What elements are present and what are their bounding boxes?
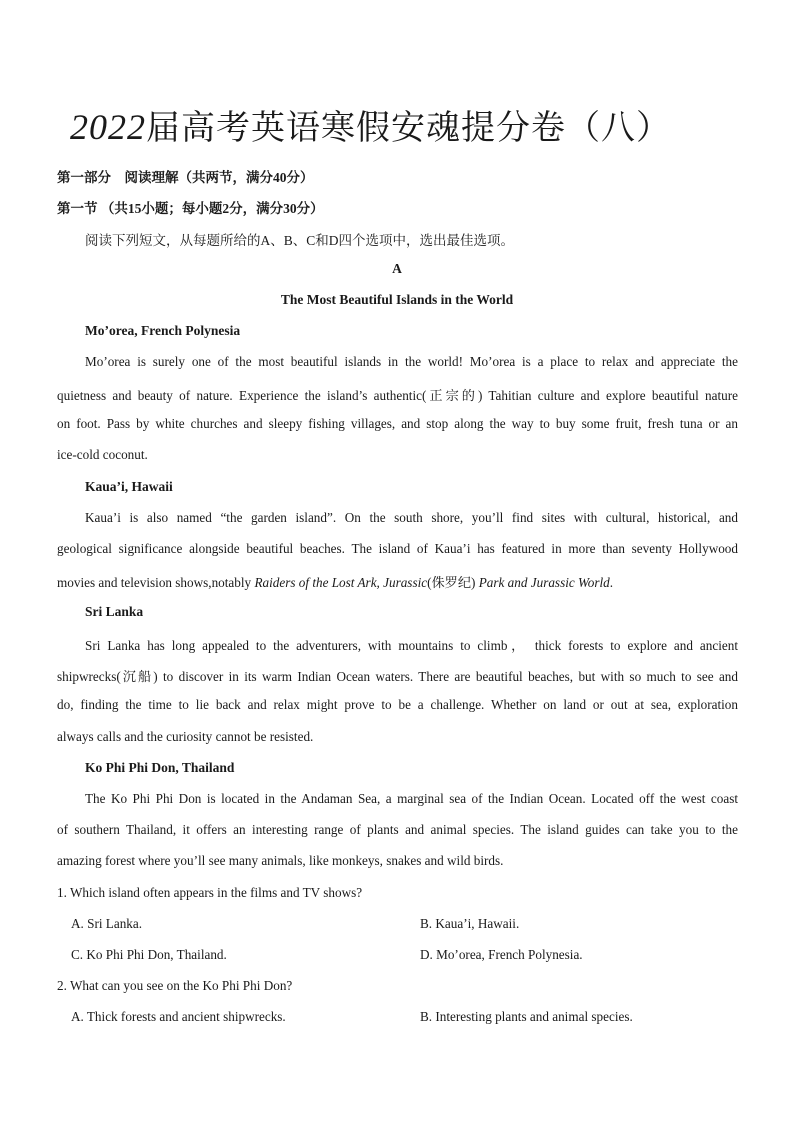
paragraph-line: Mo’orea is surely one of the most beautiful islands in the world! Mo’orea is a place to relax and appreciate the	[85, 354, 738, 369]
instructions: 阅读下列短文，从每题所给的A、B、C和D四个选项中，选出最佳选项。	[85, 233, 515, 248]
question-stem: 2. What can you see on the Ko Phi Phi Don?	[57, 978, 293, 993]
paragraph-line: geological significance alongside beautiful beaches. The island of Kaua’i has featured in more than seventy Hollywood	[57, 541, 738, 556]
paragraph-text: .	[609, 575, 614, 590]
paragraph-line	[57, 572, 738, 591]
question-option: B. Kaua’i, Hawaii.	[420, 916, 520, 931]
part-heading: 第一部分 阅读理解（共两节，满分40分）	[57, 170, 314, 185]
movie-titles-italic: Raiders of the Lost Ark, Jurassic	[254, 575, 428, 590]
section-heading-moorea: Mo’orea, French Polynesia	[85, 323, 241, 338]
exam-title-year: 2022	[70, 107, 146, 147]
question-option: A. Thick forests and ancient shipwrecks.	[71, 1009, 286, 1024]
passage-letter: A	[392, 261, 402, 276]
paragraph-line: on foot. Pass by white churches and sleepy fishing villages, and stop along the way to buy some fruit, fresh tuna or an	[57, 416, 738, 431]
question-option: A. Sri Lanka.	[71, 916, 143, 931]
paragraph-line: amazing forest where you’ll see many animals, like monkeys, snakes and wild birds.	[57, 853, 504, 868]
paragraph-line: of southern Thailand, it offers an interesting range of plants and animal species. The island guides can take you to the	[57, 822, 738, 837]
passage-title: The Most Beautiful Islands in the World	[280, 292, 514, 307]
question-stem: 1. Which island often appears in the films and TV shows?	[57, 885, 363, 900]
paragraph-line: The Ko Phi Phi Don is located in the Andaman Sea, a marginal sea of the Indian Ocean. Located off the west coast	[85, 791, 738, 806]
section-heading: 第一节 （共15小题；每小题2分，满分30分）	[57, 201, 324, 216]
paragraph-line: do, finding the time to lie back and relax might prove to be a challenge. Whether on land or out at sea, exploration	[57, 697, 738, 712]
movie-titles-italic: Park and Jurassic World	[478, 575, 610, 590]
section-heading-sri-lanka: Sri Lanka	[85, 604, 144, 619]
paragraph-line: Sri Lanka has long appealed to the adventurers, with mountains to climb， thick forests to explore and ancient	[85, 638, 738, 653]
paragraph-line: always calls and the curiosity cannot be resisted.	[57, 729, 314, 744]
exam-title	[70, 104, 770, 151]
paragraph-line: Kaua’i is also named “the garden island”. On the south shore, you’ll find sites with cultural, historical, and	[85, 510, 738, 525]
question-option: B. Interesting plants and animal species.	[420, 1009, 633, 1024]
question-option: D. Mo’orea, French Polynesia.	[420, 947, 583, 962]
paragraph-line: ice-cold coconut.	[57, 447, 148, 462]
question-option: C. Ko Phi Phi Don, Thailand.	[71, 947, 227, 962]
paragraph-text: (侏罗纪)	[427, 575, 479, 590]
section-heading-kauai: Kaua’i, Hawaii	[85, 479, 173, 494]
section-heading-ko-phi-phi: Ko Phi Phi Don, Thailand	[85, 760, 235, 775]
paragraph-line: quietness and beauty of nature. Experience the island’s authentic(正宗的) Tahitian culture and explore beautiful nature	[57, 388, 738, 403]
paragraph-text: movies and television shows,notably	[57, 575, 255, 590]
exam-title-text: 届高考英语寒假安魂提分卷（八）	[146, 108, 671, 148]
paragraph-line: shipwrecks(沉船) to discover in its warm Indian Ocean waters. There are beautiful beaches, but with so much to see and	[57, 669, 738, 684]
